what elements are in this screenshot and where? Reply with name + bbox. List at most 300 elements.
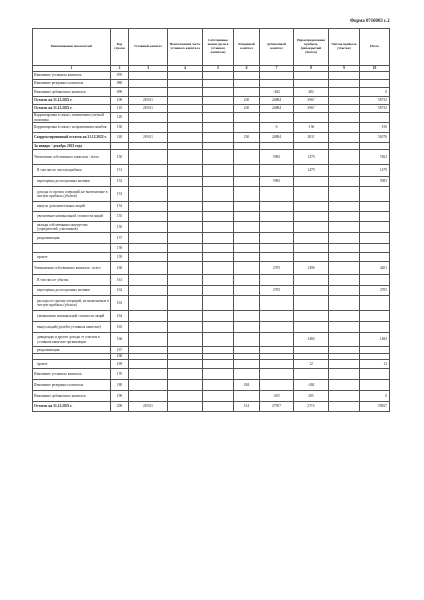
row-value bbox=[203, 275, 234, 286]
row-total: 1484 bbox=[360, 333, 390, 347]
row-value bbox=[168, 333, 203, 347]
row-value bbox=[168, 150, 203, 165]
row-code: 153 bbox=[111, 187, 129, 202]
row-value bbox=[260, 322, 294, 333]
row-value bbox=[168, 72, 203, 80]
row-value bbox=[234, 360, 260, 369]
header-cell: Неоплаченная часть уставного капитала bbox=[168, 29, 203, 66]
row-value bbox=[329, 380, 360, 391]
row-value bbox=[234, 322, 260, 333]
row-value bbox=[129, 347, 168, 354]
row-value: 2705 bbox=[260, 262, 294, 275]
row-value: 0 bbox=[260, 123, 294, 133]
row-code: 167 bbox=[111, 347, 129, 354]
row-total: -156 bbox=[360, 123, 390, 133]
table-row bbox=[33, 97, 390, 105]
row-label: Увеличение собственного капитала - всего bbox=[33, 150, 111, 165]
row-code: 156 bbox=[111, 222, 129, 233]
row-value bbox=[234, 143, 260, 150]
table-row bbox=[33, 233, 390, 244]
row-label: переоценка долгосрочных активов bbox=[33, 286, 111, 296]
row-value: 28 651 bbox=[129, 105, 168, 113]
row-value bbox=[234, 202, 260, 212]
row-value bbox=[168, 113, 203, 123]
table-row bbox=[33, 333, 390, 347]
row-value bbox=[329, 333, 360, 347]
row-code: 151 bbox=[111, 165, 129, 177]
row-value bbox=[129, 113, 168, 123]
row-value bbox=[329, 72, 360, 80]
row-value bbox=[329, 105, 360, 113]
row-value bbox=[129, 165, 168, 177]
row-value bbox=[294, 72, 329, 80]
row-total bbox=[360, 244, 390, 253]
row-value bbox=[168, 296, 203, 311]
row-value bbox=[234, 80, 260, 88]
row-value bbox=[129, 233, 168, 244]
row-value bbox=[294, 187, 329, 202]
row-value bbox=[329, 123, 360, 133]
row-total: 56576 bbox=[360, 133, 390, 143]
row-value: 24884 bbox=[260, 133, 294, 143]
row-value bbox=[129, 322, 168, 333]
table-row bbox=[33, 212, 390, 222]
row-total bbox=[360, 311, 390, 322]
row-total bbox=[360, 322, 390, 333]
row-value: 24884 bbox=[260, 105, 294, 113]
row-value bbox=[168, 286, 203, 296]
table-body bbox=[33, 72, 390, 412]
column-number: 7 bbox=[260, 66, 294, 72]
table-row bbox=[33, 402, 390, 412]
row-value bbox=[203, 105, 234, 113]
row-value bbox=[129, 253, 168, 262]
row-value bbox=[203, 380, 234, 391]
row-value: 230 bbox=[234, 133, 260, 143]
row-value: 205 bbox=[294, 391, 329, 402]
row-value bbox=[168, 177, 203, 187]
row-value bbox=[168, 369, 203, 380]
row-value bbox=[234, 72, 260, 80]
row-value bbox=[260, 347, 294, 354]
row-value bbox=[203, 262, 234, 275]
row-value bbox=[168, 165, 203, 177]
table-row bbox=[33, 150, 390, 165]
row-value bbox=[234, 88, 260, 97]
row-total: 4201 bbox=[360, 262, 390, 275]
row-value bbox=[260, 380, 294, 391]
row-value bbox=[168, 80, 203, 88]
row-value bbox=[203, 244, 234, 253]
column-number: 3 bbox=[129, 66, 168, 72]
row-label: Изменение резервного капитала bbox=[33, 380, 111, 391]
row-value bbox=[329, 80, 360, 88]
row-code: 180 bbox=[111, 380, 129, 391]
row-value bbox=[203, 347, 234, 354]
row-value: -205 bbox=[260, 391, 294, 402]
row-value bbox=[234, 165, 260, 177]
row-value bbox=[260, 143, 294, 150]
table-row bbox=[33, 88, 390, 97]
row-value: 28 651 bbox=[129, 97, 168, 105]
row-value bbox=[234, 253, 260, 262]
row-value bbox=[329, 322, 360, 333]
row-value bbox=[129, 143, 168, 150]
row-label: выкуп акций (долей в уставном капитале) bbox=[33, 322, 111, 333]
row-value bbox=[203, 177, 234, 187]
row-label: переоценка долгосрочных активов bbox=[33, 177, 111, 187]
row-value bbox=[203, 165, 234, 177]
row-value bbox=[203, 253, 234, 262]
row-value bbox=[234, 123, 260, 133]
row-label: реорганизация bbox=[33, 233, 111, 244]
row-total: 0 bbox=[360, 391, 390, 402]
row-code: 160 bbox=[111, 262, 129, 275]
table-row bbox=[33, 72, 390, 80]
row-value: 2967 bbox=[294, 105, 329, 113]
row-value: 1479 bbox=[294, 150, 329, 165]
row-label: прочее bbox=[33, 360, 111, 369]
header-cell: Итого bbox=[360, 29, 390, 66]
table-row bbox=[33, 360, 390, 369]
row-code: 070 bbox=[111, 72, 129, 80]
row-total bbox=[360, 233, 390, 244]
row-value bbox=[329, 133, 360, 143]
row-value bbox=[168, 187, 203, 202]
row-value bbox=[260, 275, 294, 286]
row-value bbox=[329, 369, 360, 380]
row-label: дивиденды и другие доходы от участия в уставном капитале организации bbox=[33, 333, 111, 347]
row-value bbox=[234, 275, 260, 286]
row-value bbox=[168, 88, 203, 97]
row-total bbox=[360, 369, 390, 380]
row-value bbox=[203, 360, 234, 369]
row-value: 514 bbox=[234, 402, 260, 412]
row-value bbox=[329, 275, 360, 286]
row-value bbox=[294, 113, 329, 123]
row-label: прочее bbox=[33, 253, 111, 262]
row-value bbox=[129, 296, 168, 311]
row-value: 28 651 bbox=[129, 402, 168, 412]
row-label: реорганизация bbox=[33, 347, 111, 354]
row-value bbox=[129, 80, 168, 88]
row-value: 2811 bbox=[294, 133, 329, 143]
row-total bbox=[360, 202, 390, 212]
table-row bbox=[33, 187, 390, 202]
column-number: 4 bbox=[168, 66, 203, 72]
table-row bbox=[33, 262, 390, 275]
row-value bbox=[234, 296, 260, 311]
row-value bbox=[294, 177, 329, 187]
row-value: 5983 bbox=[260, 177, 294, 187]
header-cell: Уставный капитал bbox=[129, 29, 168, 66]
row-total bbox=[360, 113, 390, 123]
row-code bbox=[111, 143, 129, 150]
row-value bbox=[294, 296, 329, 311]
row-code: 110 bbox=[111, 105, 129, 113]
row-code: 152 bbox=[111, 177, 129, 187]
row-value bbox=[168, 202, 203, 212]
row-value bbox=[203, 369, 234, 380]
row-value bbox=[294, 286, 329, 296]
row-value bbox=[260, 296, 294, 311]
row-code: 170 bbox=[111, 369, 129, 380]
row-value bbox=[260, 222, 294, 233]
row-value bbox=[234, 262, 260, 275]
row-value bbox=[329, 222, 360, 233]
row-value: 2715 bbox=[294, 402, 329, 412]
row-value: 230 bbox=[234, 97, 260, 105]
row-value bbox=[260, 311, 294, 322]
row-value bbox=[168, 391, 203, 402]
row-label: Корректировка в связи с изменением учетной политики bbox=[33, 113, 111, 123]
row-total bbox=[360, 187, 390, 202]
row-value bbox=[129, 222, 168, 233]
row-value: 284 bbox=[234, 380, 260, 391]
row-value bbox=[294, 233, 329, 244]
row-value: 28 651 bbox=[129, 133, 168, 143]
row-code: 154 bbox=[111, 202, 129, 212]
row-value bbox=[129, 88, 168, 97]
row-value bbox=[234, 177, 260, 187]
row-value bbox=[168, 105, 203, 113]
row-value bbox=[168, 123, 203, 133]
row-total: 56732 bbox=[360, 105, 390, 113]
row-value bbox=[329, 311, 360, 322]
row-label: Изменение уставного капитала bbox=[33, 369, 111, 380]
row-value bbox=[294, 311, 329, 322]
row-value bbox=[329, 88, 360, 97]
row-value bbox=[168, 233, 203, 244]
row-value: 27957 bbox=[260, 402, 294, 412]
row-value bbox=[168, 322, 203, 333]
row-code: 150 bbox=[111, 150, 129, 165]
column-number: 10 bbox=[360, 66, 390, 72]
row-label: расходы от прочих операций, не включаемые в чистую прибыль (убыток) bbox=[33, 296, 111, 311]
row-value: -284 bbox=[294, 380, 329, 391]
row-total: 2705 bbox=[360, 286, 390, 296]
table-row bbox=[33, 322, 390, 333]
row-value bbox=[168, 311, 203, 322]
row-code: 165 bbox=[111, 322, 129, 333]
table-row bbox=[33, 105, 390, 113]
row-value bbox=[294, 369, 329, 380]
column-number: 8 bbox=[294, 66, 329, 72]
row-value bbox=[203, 333, 234, 347]
row-value bbox=[294, 222, 329, 233]
row-value bbox=[129, 360, 168, 369]
row-value bbox=[203, 296, 234, 311]
row-value bbox=[129, 369, 168, 380]
column-number: 6 bbox=[234, 66, 260, 72]
row-code: 158 bbox=[111, 244, 129, 253]
row-value bbox=[168, 347, 203, 354]
row-value bbox=[260, 244, 294, 253]
row-value bbox=[234, 369, 260, 380]
row-label: Остаток на 31.12.2023 г. bbox=[33, 402, 111, 412]
row-total bbox=[360, 253, 390, 262]
row-value bbox=[329, 212, 360, 222]
row-value: 230 bbox=[234, 105, 260, 113]
row-value bbox=[260, 253, 294, 262]
row-value bbox=[203, 233, 234, 244]
row-value bbox=[168, 212, 203, 222]
row-value bbox=[203, 187, 234, 202]
row-code: 190 bbox=[111, 391, 129, 402]
header-cell: Добавочный капитал bbox=[260, 29, 294, 66]
row-label: Остаток на 31.12.2022 г. bbox=[33, 105, 111, 113]
table-row bbox=[33, 113, 390, 123]
row-value: 2705 bbox=[260, 286, 294, 296]
row-code: 200 bbox=[111, 402, 129, 412]
row-value bbox=[203, 202, 234, 212]
row-value bbox=[329, 233, 360, 244]
row-code: 080 bbox=[111, 80, 129, 88]
row-value bbox=[329, 244, 360, 253]
row-value bbox=[168, 244, 203, 253]
table-row bbox=[33, 296, 390, 311]
row-value bbox=[203, 212, 234, 222]
row-value: 482 bbox=[294, 88, 329, 97]
row-value bbox=[203, 133, 234, 143]
row-value bbox=[294, 322, 329, 333]
header-cell: Код строки bbox=[111, 29, 129, 66]
column-number: 5 bbox=[203, 66, 234, 72]
row-value bbox=[129, 187, 168, 202]
row-value bbox=[329, 391, 360, 402]
row-total: 7462 bbox=[360, 150, 390, 165]
row-total: 59837 bbox=[360, 402, 390, 412]
row-code: 164 bbox=[111, 311, 129, 322]
row-value bbox=[168, 262, 203, 275]
column-number: 9 bbox=[329, 66, 360, 72]
row-value bbox=[260, 233, 294, 244]
row-value bbox=[234, 311, 260, 322]
row-value bbox=[329, 202, 360, 212]
row-code: 140 bbox=[111, 133, 129, 143]
row-code: 166 bbox=[111, 333, 129, 347]
row-value bbox=[294, 143, 329, 150]
row-value bbox=[294, 244, 329, 253]
row-code: 168 bbox=[111, 354, 129, 360]
row-value bbox=[329, 113, 360, 123]
row-total: 12 bbox=[360, 360, 390, 369]
row-value bbox=[129, 177, 168, 187]
table-row bbox=[33, 177, 390, 187]
row-value bbox=[294, 347, 329, 354]
row-value bbox=[234, 244, 260, 253]
row-value bbox=[260, 212, 294, 222]
row-code: 163 bbox=[111, 296, 129, 311]
row-value bbox=[234, 347, 260, 354]
row-value bbox=[329, 296, 360, 311]
row-value bbox=[129, 286, 168, 296]
row-label: Уменьшение собственного капитала - всего bbox=[33, 262, 111, 275]
column-number: 1 bbox=[33, 66, 111, 72]
row-label: Изменение добавочного капитала bbox=[33, 88, 111, 97]
row-value: 1496 bbox=[294, 262, 329, 275]
row-value bbox=[234, 187, 260, 202]
row-code: 161 bbox=[111, 275, 129, 286]
form-label: Форма 0710003 с.2 bbox=[350, 19, 390, 24]
row-value bbox=[234, 113, 260, 123]
row-value bbox=[203, 143, 234, 150]
row-value bbox=[129, 123, 168, 133]
row-total bbox=[360, 296, 390, 311]
row-label: увеличение номинальной стоимости акций bbox=[33, 212, 111, 222]
row-code: 120 bbox=[111, 113, 129, 123]
row-value bbox=[203, 402, 234, 412]
capital-changes-table bbox=[32, 28, 390, 412]
row-value bbox=[294, 202, 329, 212]
table-row bbox=[33, 253, 390, 262]
header-cell: Наименование показателей bbox=[33, 29, 111, 66]
row-total bbox=[360, 143, 390, 150]
row-value bbox=[329, 347, 360, 354]
row-value bbox=[129, 212, 168, 222]
row-value bbox=[168, 97, 203, 105]
row-code: 100 bbox=[111, 97, 129, 105]
row-value: 1479 bbox=[294, 165, 329, 177]
row-value bbox=[168, 380, 203, 391]
row-value bbox=[234, 391, 260, 402]
row-label: вклады собственника имущества (учредителей, участников) bbox=[33, 222, 111, 233]
row-value bbox=[129, 72, 168, 80]
row-total bbox=[360, 80, 390, 88]
row-value bbox=[203, 391, 234, 402]
row-label: Скорректированный остаток на 31.12.2022 г. bbox=[33, 133, 111, 143]
table-row bbox=[33, 391, 390, 402]
table-row bbox=[33, 165, 390, 177]
row-label: За январь - декабрь 2023 года bbox=[33, 143, 111, 150]
row-value: 5983 bbox=[260, 150, 294, 165]
table-row bbox=[33, 143, 390, 150]
row-total bbox=[360, 72, 390, 80]
row-value bbox=[329, 360, 360, 369]
row-value: -482 bbox=[260, 88, 294, 97]
row-value bbox=[168, 360, 203, 369]
row-value bbox=[329, 187, 360, 202]
row-value bbox=[329, 143, 360, 150]
row-label: уменьшение номинальной стоимости акций bbox=[33, 311, 111, 322]
row-value bbox=[129, 275, 168, 286]
header-cell: Нераспределенная прибыль (непокрытый убыток) bbox=[294, 29, 329, 66]
row-value bbox=[129, 150, 168, 165]
row-value bbox=[168, 143, 203, 150]
row-value bbox=[129, 244, 168, 253]
row-value bbox=[234, 212, 260, 222]
row-value bbox=[168, 275, 203, 286]
row-value bbox=[234, 333, 260, 347]
row-total: 1479 bbox=[360, 165, 390, 177]
row-value bbox=[260, 72, 294, 80]
row-value: -156 bbox=[294, 123, 329, 133]
row-value bbox=[129, 333, 168, 347]
table-row bbox=[33, 123, 390, 133]
row-total bbox=[360, 275, 390, 286]
row-value bbox=[260, 369, 294, 380]
row-value bbox=[203, 150, 234, 165]
row-code: 157 bbox=[111, 233, 129, 244]
header-cell: Чистая прибыль (убыток) bbox=[329, 29, 360, 66]
row-value bbox=[260, 202, 294, 212]
row-value bbox=[203, 286, 234, 296]
table-row bbox=[33, 133, 390, 143]
row-value bbox=[329, 97, 360, 105]
row-value bbox=[203, 113, 234, 123]
column-number: 2 bbox=[111, 66, 129, 72]
row-value bbox=[168, 402, 203, 412]
